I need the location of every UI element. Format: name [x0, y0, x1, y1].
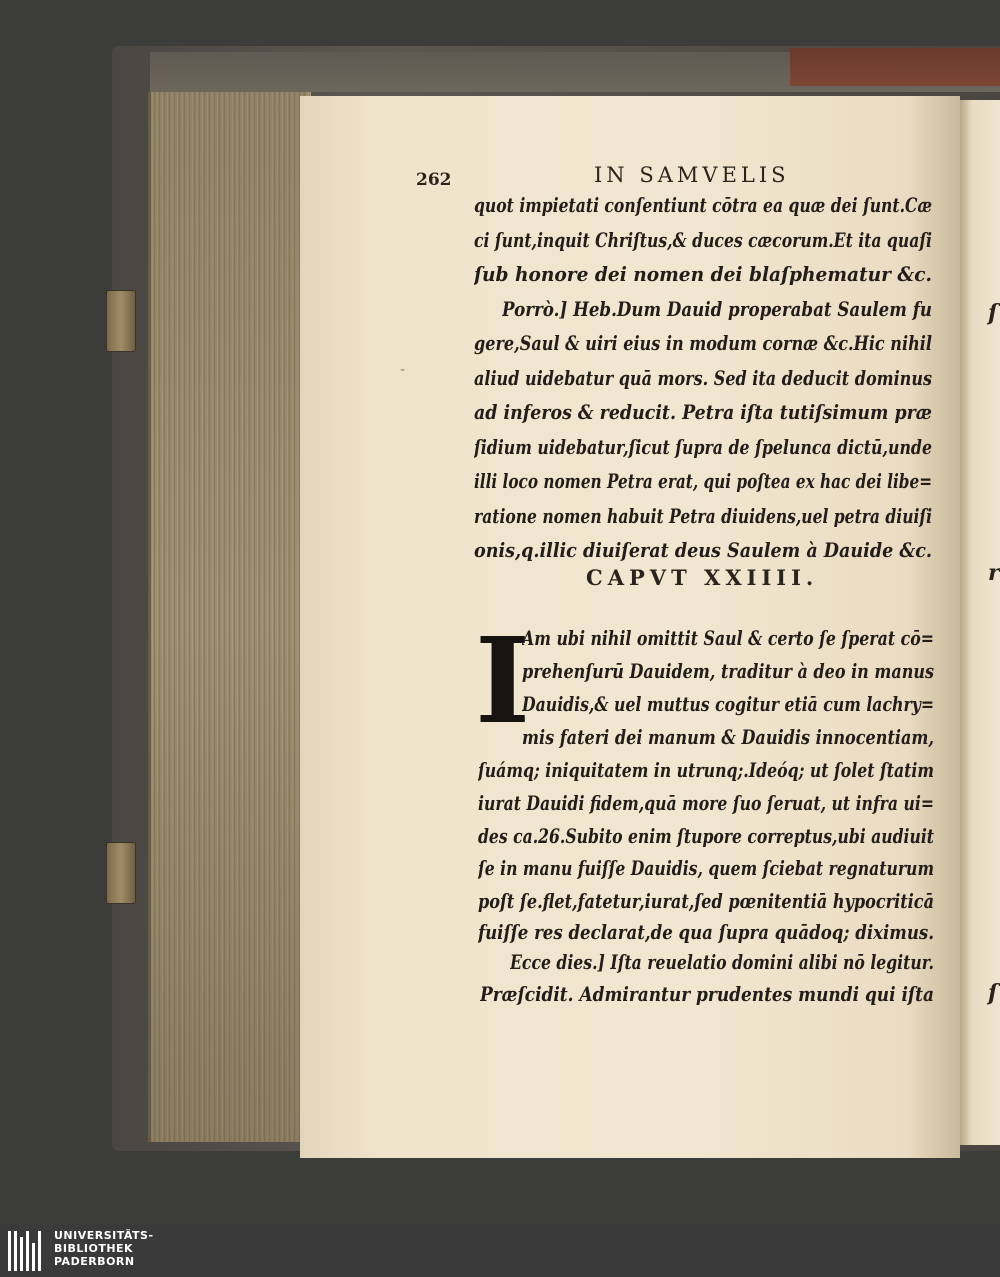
lower-clasp	[106, 842, 136, 904]
text-line	[474, 193, 932, 229]
page-edges-shade	[148, 92, 308, 1142]
chapter-heading: CAPVT XXIIII.	[586, 565, 819, 590]
library-logo-icon	[8, 1231, 48, 1271]
text-line	[522, 725, 934, 761]
text-line-content: ſuámq; iniquitatem in utrunq;.Ideóq; ut ſolet ſtatim	[478, 758, 934, 782]
text-line	[474, 469, 932, 505]
text-line	[510, 950, 934, 986]
text-line	[474, 331, 932, 367]
text-line-content: Dauidis,& uel muttus cogitur etiā cum lachry=	[522, 692, 934, 716]
text-line	[474, 366, 932, 402]
text-line-content: aliud uidebatur quā mors. Sed ita deducit dominus	[474, 365, 932, 390]
text-line	[522, 659, 934, 695]
upper-clasp	[106, 290, 136, 352]
text-line-content: Ecce dies.] Iſta reuelatio domini alibi nō legitur.	[510, 950, 934, 974]
text-line	[478, 791, 934, 827]
text-line	[522, 692, 934, 728]
text-line	[478, 824, 934, 860]
text-line-content: ſe in manu fuiſſe Dauidis, quem ſciebat regnaturum	[478, 856, 934, 880]
text-line-content: iurat Dauidi fidem,quā more ſuo ſeruat, ut infra ui=	[478, 791, 934, 815]
running-head: IN SAMVELIS	[594, 163, 790, 187]
text-line-content: Porrò.] Heb.Dum Dauid properabat Saulem fu	[502, 296, 932, 321]
text-line	[474, 400, 932, 436]
library-name	[54, 1229, 154, 1268]
text-line-content: illi loco nomen Petra erat, qui poſtea ex hac dei libe=	[474, 469, 932, 493]
text-line-content: Præſcidit. Admirantur prudentes mundi qui iſta	[480, 982, 934, 1006]
text-line-content: quot impietati conſentiunt cōtra ea quæ dei ſunt.Cæ	[474, 193, 932, 217]
text-line-content: mis fateri dei manum & Dauidis innocentiam,	[522, 725, 934, 749]
text-line-content: ſub honore dei nomen dei blaſphematur &c.	[474, 262, 932, 286]
facing-page-edge: ſ r ſ	[960, 100, 1000, 1145]
text-line-content: Am ubi nihil omittit Saul & certo ſe ſperat cō=	[522, 626, 934, 650]
text-line-content: poſt ſe.flet,fatetur,iurat,ſed pœnitentiā hypocriticā	[478, 889, 934, 913]
text-line-content: onis,q.illic diuiſerat deus Saulem à Dauide &c.	[474, 538, 932, 562]
text-line-content: ci ſunt,inquit Chriſtus,& duces cæcorum.Et ita quaſi	[474, 227, 932, 252]
text-line-content: prehenſurū Dauidem, traditur à deo in manus	[522, 659, 934, 683]
text-line-content: ad inferos & reducit. Petra iſta tutiſsimum præ	[474, 400, 932, 424]
text-line	[474, 262, 932, 298]
drop-initial: I	[475, 611, 531, 750]
library-name-line-2: BIBLIOTHEK	[54, 1242, 134, 1255]
text-line-content: gere,Saul & uiri eius in modum cornæ &c.Hic nihil	[474, 331, 932, 355]
page-number: 262	[416, 170, 452, 190]
text-line	[478, 856, 934, 892]
text-line	[474, 228, 932, 264]
text-line	[502, 297, 932, 333]
text-line	[474, 435, 932, 471]
text-line-content: ſidium uidebatur,ſicut ſupra de ſpelunca dictū,unde	[474, 434, 932, 459]
spine-leather	[790, 48, 1000, 86]
library-footer	[0, 1225, 1000, 1277]
library-name-line-1: UNIVERSITÄTS-	[54, 1229, 154, 1242]
text-line	[474, 504, 932, 540]
library-name-line-3: PADERBORN	[54, 1255, 135, 1268]
text-line	[478, 758, 934, 794]
text-line	[522, 626, 934, 662]
text-line	[480, 982, 934, 1018]
text-line-content: des ca.26.Subito enim ſtupore correptus,ubi audiuit	[478, 824, 934, 848]
text-line-content: ratione nomen habuit Petra diuidens,uel petra diuiſi	[474, 503, 932, 528]
text-line-content: fuiſſe res declarat,de qua ſupra quādoq; diximus.	[478, 920, 934, 944]
margin-mark: -	[400, 362, 406, 378]
